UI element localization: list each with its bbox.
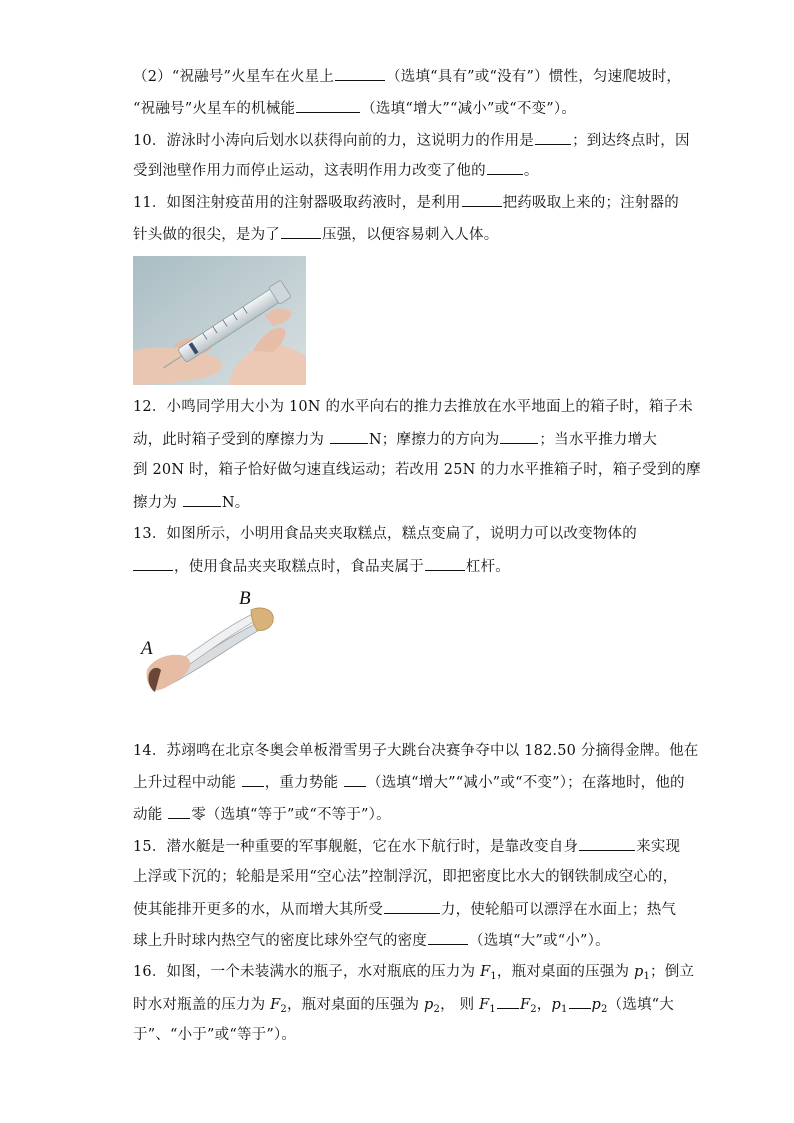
q11-text-1a: 11．如图注射疫苗用的注射器吸取药液时，是利用	[133, 195, 461, 211]
var-F: F	[480, 964, 491, 980]
q16-line-2	[133, 994, 674, 1020]
q14-text-2a: 上升过程中动能	[133, 775, 241, 791]
q12-text-2b: N；摩擦力的方向为	[368, 432, 500, 448]
var-p: p	[424, 997, 434, 1013]
food-tongs-figure	[133, 582, 283, 700]
answer-blank[interactable]	[344, 772, 366, 787]
subscript: 2	[433, 1004, 441, 1015]
q10-text-2b: 。	[523, 163, 539, 179]
q14-text-2b: ，重力势能	[264, 775, 344, 791]
q14-text-3a: 动能	[133, 807, 168, 823]
q9-line-1	[133, 66, 681, 87]
q14-text-3b: 零（选填“等于”或“不等于”）。	[191, 807, 391, 823]
q9-text-2a: “祝融号”火星车的机械能	[133, 101, 296, 117]
answer-blank[interactable]	[462, 192, 502, 207]
var-F: F	[270, 997, 281, 1013]
q16-text-2b: ，瓶对桌面的压强为	[286, 997, 425, 1013]
q14-text-2c: （选填“增大”“减小”或“不变”）；在落地时，他的	[367, 775, 685, 791]
answer-blank[interactable]	[281, 224, 321, 239]
answer-blank[interactable]	[335, 66, 385, 81]
q9-text-1b: （选填“具有”或“没有”）惯性，匀速爬坡时，	[386, 69, 682, 85]
q16-line-1	[133, 962, 694, 987]
q16-line-3	[133, 1025, 296, 1045]
q12-text-4a: 擦力为	[133, 495, 182, 511]
var-p: p	[551, 997, 561, 1013]
q16-text-1b: ，瓶对桌面的压强为	[496, 964, 634, 980]
q16-text-3: 于”、“小于”或“等于”）。	[133, 1027, 297, 1043]
answer-blank[interactable]	[330, 429, 368, 444]
q14-line-3	[133, 804, 391, 825]
answer-blank[interactable]	[183, 492, 221, 507]
answer-blank[interactable]	[384, 899, 440, 914]
subscript: 2	[530, 1004, 537, 1015]
syringe-figure	[133, 256, 306, 385]
q12-line-2	[133, 429, 657, 450]
answer-blank[interactable]	[428, 930, 468, 945]
label-a: A	[141, 638, 153, 659]
q9-text-2b: （选填“增大”“减小”或“不变”）。	[361, 101, 577, 117]
q11-text-1b: 把药吸取上来的；注射器的	[502, 195, 679, 211]
q12-text-2a: 动，此时箱子受到的摩擦力为	[133, 432, 329, 448]
q9-line-2	[133, 98, 576, 119]
q13-text-1: 13．如图所示，小明用食品夹夹取糕点，糕点变扁了，说明力可以改变物体的	[133, 526, 637, 542]
q11-text-2b: 压强，以便容易刺入人体。	[322, 227, 499, 243]
q16-comma: ，	[536, 997, 552, 1013]
q11-text-2a: 针头做的很尖，是为了	[133, 227, 280, 243]
q12-text-2c: ；当水平推力增大	[539, 432, 658, 448]
q15-line-4	[133, 930, 610, 951]
var-F: F	[479, 997, 490, 1013]
answer-blank[interactable]	[296, 98, 360, 113]
q16-text-2d: （选填“大	[607, 997, 674, 1013]
q15-text-1a: 15．潜水艇是一种重要的军事舰艇，它在水下航行时，是靠改变自身	[133, 839, 579, 855]
q16-text-2c: ， 则	[440, 997, 480, 1013]
q15-text-3a: 使其能排开更多的水，从而增大其所受	[133, 902, 383, 918]
q16-text-2a: 时水对瓶盖的压力为	[133, 997, 271, 1013]
q15-line-1	[133, 836, 680, 857]
subscript: 1	[489, 1004, 496, 1015]
q12-text-4b: N。	[221, 495, 250, 511]
q14-line-2	[133, 772, 685, 793]
answer-blank[interactable]	[497, 994, 519, 1009]
label-b: B	[239, 588, 251, 609]
q12-text-1: 12．小鸣同学用大小为 10N 的水平向右的推力去推放在水平地面上的箱子时，箱子未	[133, 399, 694, 415]
answer-blank[interactable]	[487, 160, 523, 175]
q12-line-4	[133, 492, 250, 513]
q12-line-3	[133, 460, 701, 480]
q13-text-2c: 杠杆。	[465, 559, 511, 575]
subscript: 2	[601, 1004, 608, 1015]
subscript: 1	[560, 1004, 568, 1015]
q10-text-2a: 受到池壁作用力而停止运动，这表明作用力改变了他的	[133, 163, 486, 179]
q10-line-1	[133, 130, 690, 151]
q11-line-1	[133, 192, 679, 213]
q15-text-4b: （选填“大”或“小”）。	[469, 933, 610, 949]
q13-line-1	[133, 524, 637, 544]
answer-blank[interactable]	[535, 130, 571, 145]
q14-line-1	[133, 741, 699, 761]
q13-line-2	[133, 556, 510, 577]
subscript: 1	[490, 971, 497, 982]
answer-blank[interactable]	[133, 556, 173, 571]
q15-text-4a: 球上升时球内热空气的密度比球外空气的密度	[133, 933, 427, 949]
q13-text-2b: ，使用食品夹夹取糕点时，食品夹属于	[174, 559, 424, 575]
q15-line-3	[133, 899, 676, 920]
q15-text-2: 上浮或下沉的；轮船是采用“空心法”控制浮沉，即把密度比水大的钢铁制成空心的，	[133, 869, 678, 885]
answer-blank[interactable]	[425, 556, 465, 571]
q9-text-1a: （2）“祝融号”火星车在火星上	[133, 69, 335, 85]
q11-line-2	[133, 224, 498, 245]
q12-line-1	[133, 397, 693, 417]
answer-blank[interactable]	[168, 804, 190, 819]
answer-blank[interactable]	[242, 772, 264, 787]
answer-blank[interactable]	[579, 836, 635, 851]
q10-text-1a: 10．游泳时小涛向后划水以获得向前的力，这说明力的作用是	[133, 133, 535, 149]
q15-text-3b: 力，使轮船可以漂浮在水面上；热气	[440, 902, 677, 918]
answer-blank[interactable]	[569, 994, 591, 1009]
q12-text-3: 到 20N 时，箱子恰好做匀速直线运动；若改用 25N 的力水平推箱子时，箱子受到的摩	[133, 462, 701, 478]
subscript: 2	[280, 1004, 287, 1015]
var-p: p	[634, 964, 644, 980]
var-F: F	[519, 997, 531, 1013]
q16-text-1c: ；倒立	[650, 964, 695, 980]
subscript: 1	[643, 971, 651, 982]
q10-line-2	[133, 160, 539, 181]
answer-blank[interactable]	[500, 429, 538, 444]
q16-text-1a: 16．如图，一个未装满水的瓶子，水对瓶底的压力为	[133, 964, 481, 980]
q14-text-1: 14．苏翊鸣在北京冬奥会单板滑雪男子大跳台决赛争夺中以 182.50 分摘得金牌。他在	[133, 743, 699, 759]
q15-text-1b: 来实现	[636, 839, 681, 855]
var-p: p	[591, 997, 602, 1013]
q10-text-1b: ；到达终点时，因	[572, 133, 690, 149]
q15-line-2	[133, 867, 677, 887]
